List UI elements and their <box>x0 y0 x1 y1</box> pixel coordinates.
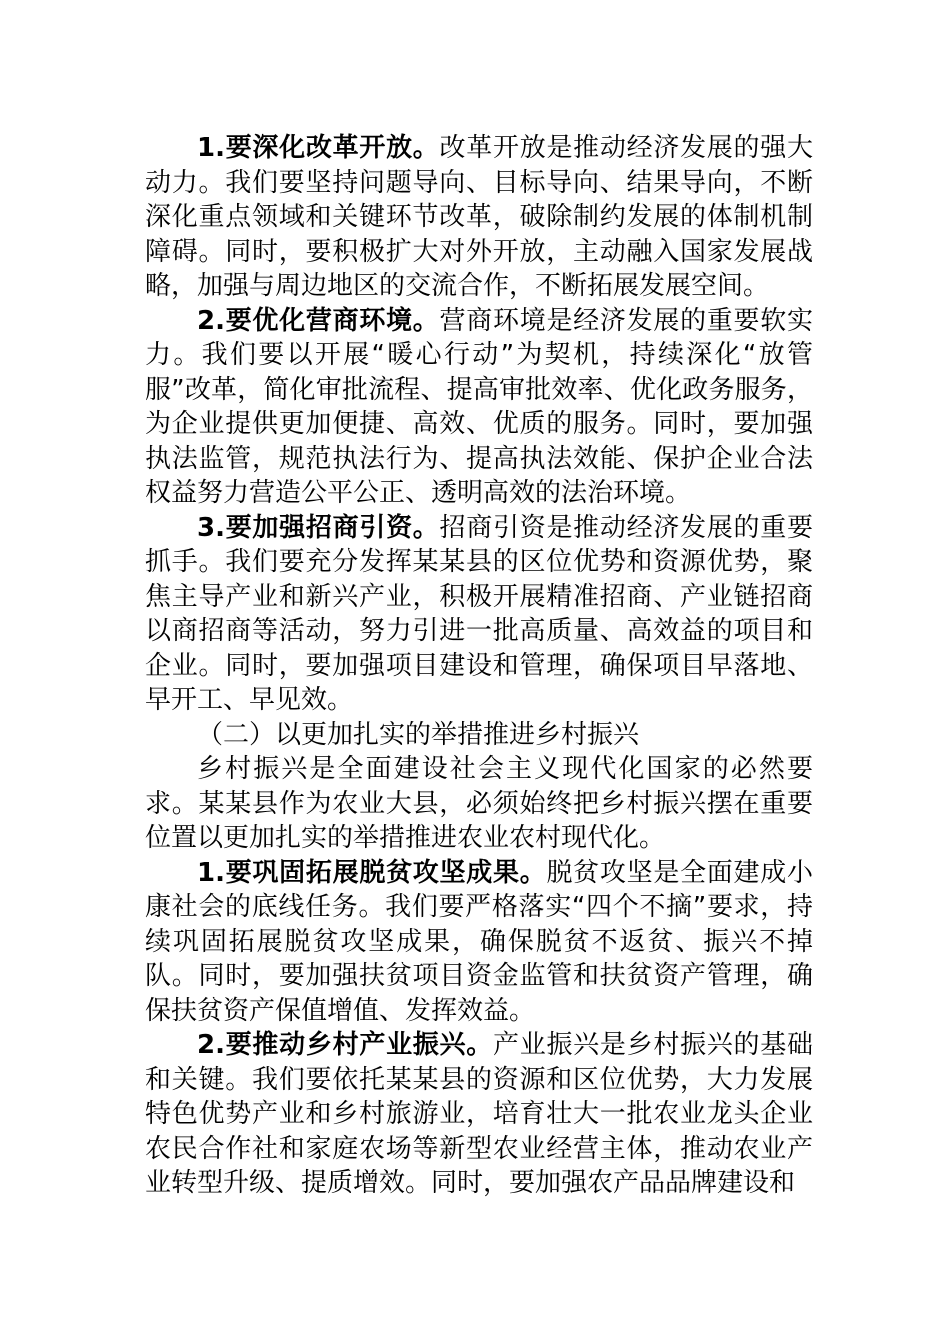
paragraph-text: 脱贫攻坚是全面建成小康社会的底线任务。我们要严格落实“四个不摘”要求，持续巩固拓展脱贫攻坚成果，确保脱贫不返贫、振兴不掉队。同时，要加强扶贫项目资金监管和扶贫资产管理，确保扶贫资产保值增值、发挥效益。 <box>145 857 813 1026</box>
paragraph-text: 营商环境是经济发展的重要软实力。我们要以开展“暖心行动”为契机，持续深化“放管服”改革，简化审批流程、提高审批效率、优化政务服务，为企业提供更加便捷、高效、优质的服务。同时，要加强执法监管，规范执法行为、提高执法效能、保护企业合法权益努力营造公平公正、透明高效的法治环境。 <box>145 305 813 508</box>
paragraph-investment <box>145 511 813 718</box>
paragraph-lead: 2.要优化营商环境。 <box>197 305 440 336</box>
paragraph-lead: 3.要加强招商引资。 <box>197 512 440 543</box>
paragraph-poverty-results <box>145 856 813 1029</box>
paragraph-reform-opening <box>145 131 813 304</box>
paragraph-text: 改革开放是推动经济发展的强大动力。我们要坚持问题导向、目标导向、结果导向，不断深化重点领域和关键环节改革，破除制约发展的体制机制障碍。同时，要积极扩大对外开放，主动融入国家发展战略，加强与周边地区的交流合作，不断拓展发展空间。 <box>145 133 813 301</box>
paragraph-rural-industry <box>145 1028 813 1201</box>
paragraph-lead: 2.要推动乡村产业振兴。 <box>197 1030 493 1060</box>
section-heading: （二）以更加扎实的举措推进乡村振兴 <box>197 719 640 750</box>
section-intro: 乡村振兴是全面建设社会主义现代化国家的必然要求。某某县作为农业大县，必须始终把乡村振兴摆在重要位置以更加扎实的举措推进农业农村现代化。 <box>145 754 813 853</box>
paragraph-text: 产业振兴是乡村振兴的基础和关键。我们要依托某某县的资源和区位优势，大力发展特色优势产业和乡村旅游业，培育壮大一批农业龙头企业农民合作社和家庭农场等新型农业经营主体，推动农业产业转型升级、提质增效。同时，要加强农产品品牌建设和 <box>145 1030 813 1198</box>
paragraph-text: 招商引资是推动经济发展的重要抓手。我们要充分发挥某某县的区位优势和资源优势，聚焦主导产业和新兴产业，积极开展精准招商、产业链招商以商招商等活动，努力引进一批高质量、高效益的项目和企业。同时，要加强项目建设和管理，确保项目早落地、早开工、早见效。 <box>145 512 813 715</box>
paragraph-lead: 1.要巩固拓展脱贫攻坚成果。 <box>197 857 547 888</box>
document-page <box>145 131 813 1201</box>
paragraph-business-environment <box>145 304 813 511</box>
paragraph-lead: 1.要深化改革开放。 <box>197 133 440 163</box>
